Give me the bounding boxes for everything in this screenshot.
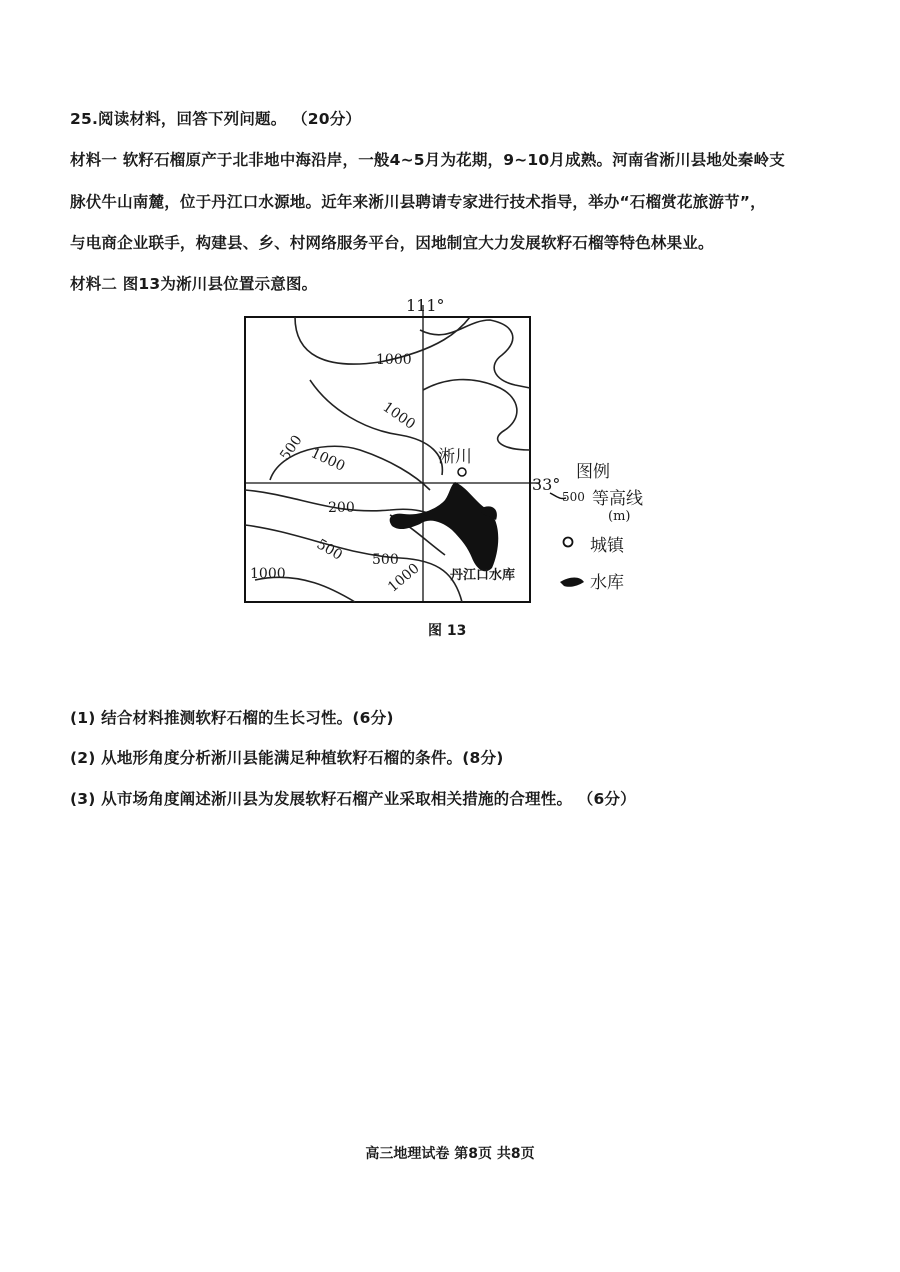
contour-label: 1000 xyxy=(308,445,348,475)
town-marker xyxy=(458,468,466,476)
legend-title: 图例 xyxy=(576,462,610,482)
legend-town-symbol xyxy=(564,538,573,547)
reservoir-label: 丹江口水库 xyxy=(450,568,516,583)
contour-line xyxy=(420,320,530,388)
material1-line-1: 材料一 软籽石榴原产于北非地中海沿岸，一般4~5月为花期，9~10月成熟。河南省淅川县地处秦岭支 xyxy=(70,151,785,169)
location-map xyxy=(240,290,670,615)
contour-line xyxy=(423,380,530,450)
longitude-label: 111° xyxy=(406,296,445,315)
question-header: 25.阅读材料，回答下列问题。 （20分） xyxy=(70,110,362,128)
material2-line: 材料二 图13为淅川县位置示意图。 xyxy=(70,275,318,293)
sub-question-2: (2) 从地形角度分析淅川县能满足种植软籽石榴的条件。(8分) xyxy=(70,749,504,767)
legend-contour-value: 500 xyxy=(562,490,585,504)
town-label: 淅川 xyxy=(438,447,472,467)
legend-contour-label: 等高线 xyxy=(592,489,643,509)
contour-label: 500 xyxy=(277,432,306,464)
contour-label: 500 xyxy=(372,552,399,568)
figure-caption: 图 13 xyxy=(428,623,467,639)
sub-question-3: (3) 从市场角度阐述淅川县为发展软籽石榴产业采取相关措施的合理性。 （6分） xyxy=(70,790,636,808)
contour-label: 1000 xyxy=(385,560,423,596)
material1-line-3: 与电商企业联手，构建县、乡、村网络服务平台，因地制宜大力发展软籽石榴等特色林果业。 xyxy=(70,234,714,252)
contour-label: 1000 xyxy=(379,399,419,433)
legend-reservoir-symbol xyxy=(560,578,584,587)
page-footer: 高三地理试卷 第8页 共8页 xyxy=(365,1146,535,1162)
legend-contour-unit: (m) xyxy=(608,509,631,524)
sub-question-1: (1) 结合材料推测软籽石榴的生长习性。(6分) xyxy=(70,709,394,727)
contour-label: 200 xyxy=(328,500,355,516)
contour-label: 1000 xyxy=(250,566,286,582)
contour-line xyxy=(245,525,462,602)
contour-label: 1000 xyxy=(376,352,412,368)
latitude-label: 33° xyxy=(532,475,561,494)
legend-town-label: 城镇 xyxy=(590,536,624,556)
legend-reservoir-label: 水库 xyxy=(590,573,624,593)
contour-label: 500 xyxy=(313,536,345,564)
material1-line-2: 脉伏牛山南麓，位于丹江口水源地。近年来淅川县聘请专家进行技术指导，举办“石榴赏花旅游节”， xyxy=(70,193,766,211)
